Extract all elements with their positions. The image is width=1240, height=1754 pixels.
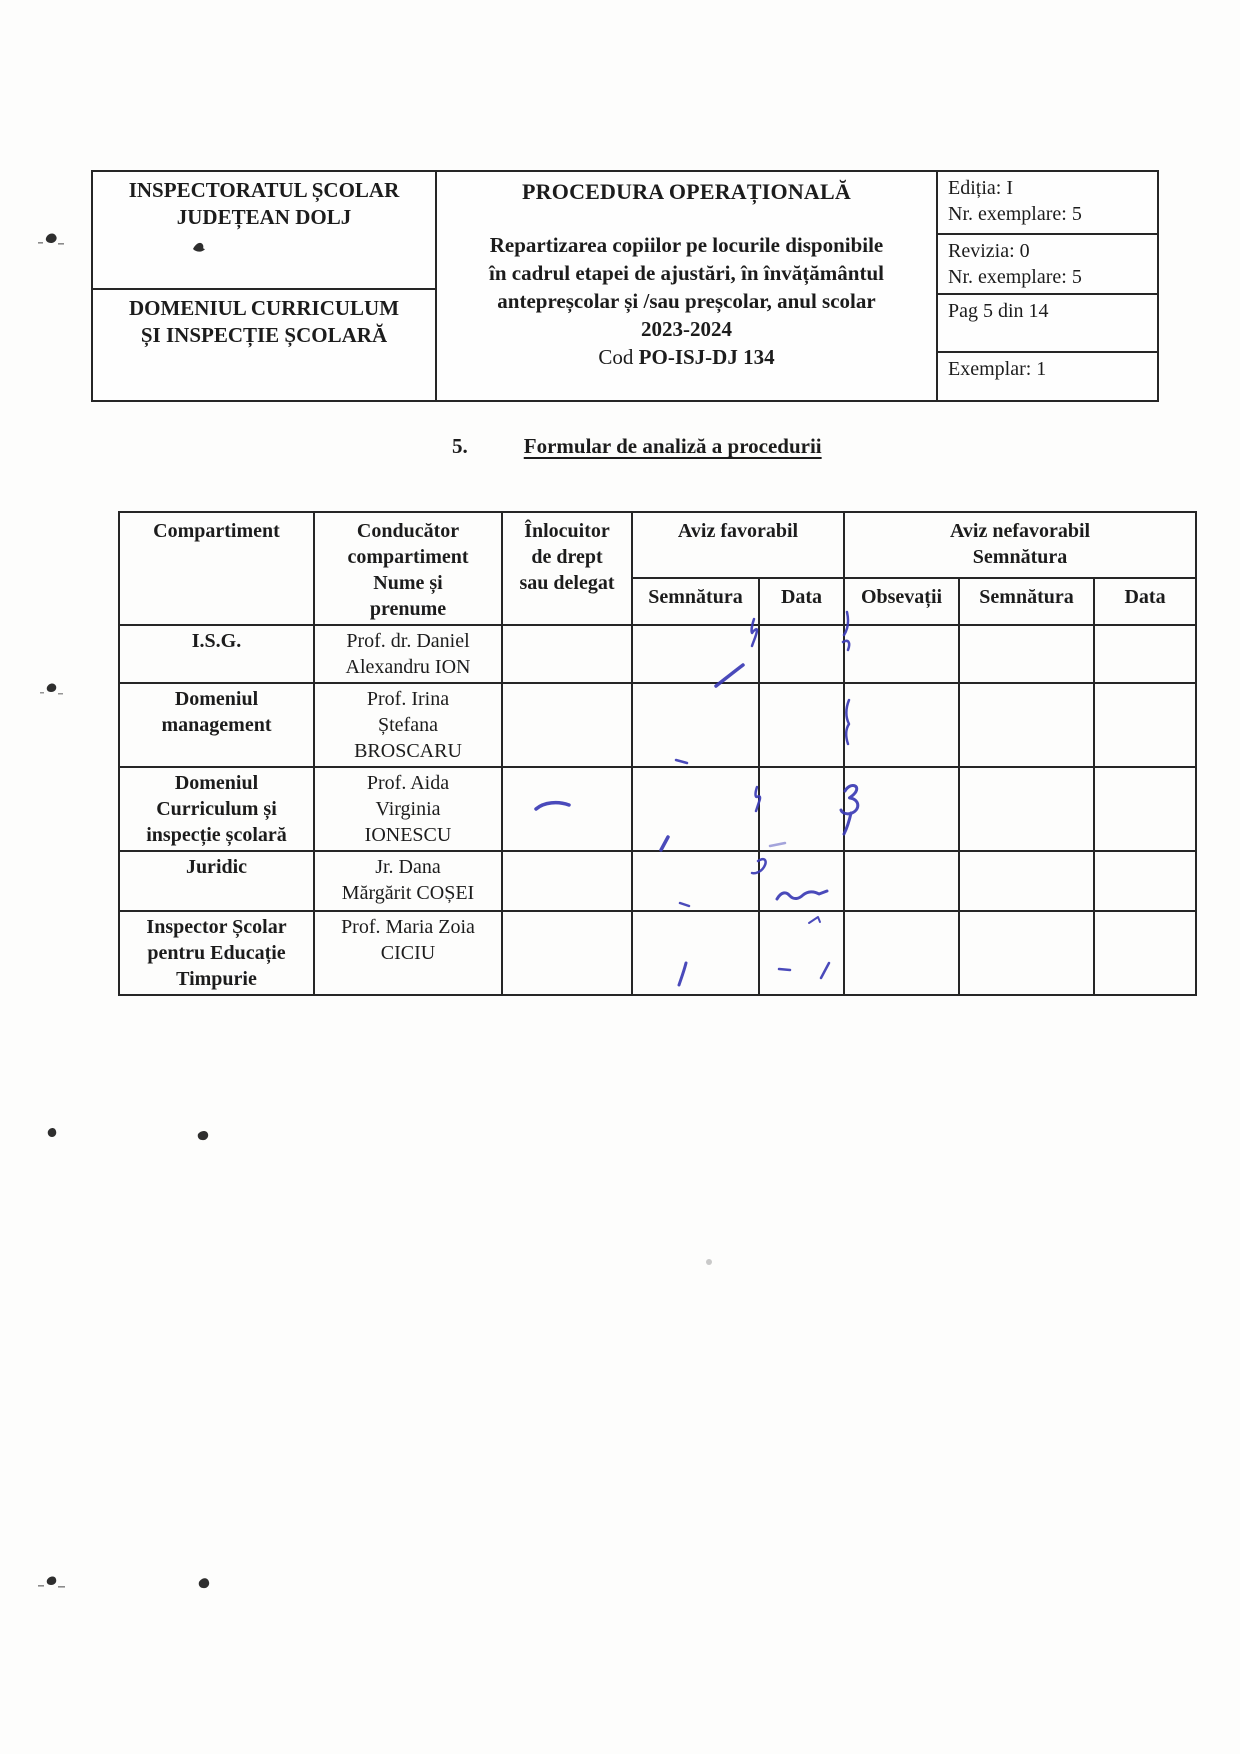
document-code: [437, 343, 936, 371]
table-row: [119, 767, 1196, 851]
document-title: Repartizarea copiilor pe locurile disponibile în cadrul etapei de ajustări, în învățământul antepreșcolar și /sau preșcolar, anul scolar 2023-2024: [489, 233, 884, 341]
cell-inlocuitor: [502, 911, 632, 995]
cell-inlocuitor: [502, 625, 632, 683]
cell-compartiment: Domeniul management: [119, 683, 314, 767]
revision-cell: [938, 235, 1157, 295]
cell-data-nefavorabil: [1094, 683, 1196, 767]
cell-compartiment: I.S.G.: [119, 625, 314, 683]
revision-value: Revizia: 0: [948, 240, 1030, 262]
cell-data-favorabil: [759, 767, 844, 851]
table-row: [119, 683, 1196, 767]
scan-speck: [47, 1576, 57, 1585]
edition-value: Ediția: I: [948, 177, 1013, 199]
scan-speck: [47, 683, 57, 692]
revision-copies: Nr. exemplare: 5: [948, 266, 1082, 288]
document-code-label: Cod: [598, 345, 639, 369]
scan-speck: [58, 693, 63, 695]
cell-conducator: Prof. Aida Virginia IONESCU: [314, 767, 502, 851]
cell-semnatura-nefavorabil: [959, 767, 1094, 851]
col-header-compartiment: Compartiment: [119, 512, 314, 625]
header-left-column: [93, 172, 437, 400]
cell-semnatura-nefavorabil: [959, 683, 1094, 767]
cell-obsevatii: [844, 683, 959, 767]
cell-semnatura-nefavorabil: [959, 625, 1094, 683]
cell-compartiment: Inspector Școlar pentru Educație Timpurie: [119, 911, 314, 995]
department-name: DOMENIUL CURRICULUM ȘI INSPECȚIE ȘCOLARĂ: [128, 296, 400, 347]
cell-semnatura-nefavorabil: [959, 911, 1094, 995]
scan-speck: [199, 1578, 209, 1588]
scan-speck: [38, 1585, 44, 1587]
cell-data-nefavorabil: [1094, 625, 1196, 683]
cell-conducator: Prof. dr. Daniel Alexandru ION: [314, 625, 502, 683]
col-header-semnatura-nefavorabil: Semnătura: [959, 578, 1094, 625]
header-middle-column: [437, 172, 938, 400]
page-number-cell: [938, 295, 1157, 353]
header-right-column: [938, 172, 1157, 400]
cell-conducator: Prof. Irina Ștefana BROSCARU: [314, 683, 502, 767]
cell-semnatura-nefavorabil: [959, 851, 1094, 911]
col-header-data-favorabil: Data: [759, 578, 844, 625]
cell-obsevatii: [844, 911, 959, 995]
cell-data-nefavorabil: [1094, 767, 1196, 851]
col-header-inlocuitor: Înlocuitor de drept sau delegat: [502, 512, 632, 625]
scan-speck: [48, 1128, 57, 1137]
cell-obsevatii: [844, 767, 959, 851]
organization-name: INSPECTORATUL ȘCOLAR JUDEȚEAN DOLJ: [128, 178, 400, 229]
document-header-table: [91, 170, 1159, 402]
col-header-conducator: Conducător compartiment Nume și prenume: [314, 512, 502, 625]
exemplar-cell: [938, 353, 1157, 400]
department-cell: [93, 290, 435, 400]
cell-inlocuitor: [502, 767, 632, 851]
scan-speck: [58, 243, 64, 245]
organization-cell: [93, 172, 435, 290]
section-heading: [452, 434, 822, 459]
scan-speck: [46, 234, 57, 243]
scan-speck: [40, 692, 44, 694]
table-row: [119, 851, 1196, 911]
section-title: Formular de analiză a procedurii: [523, 434, 822, 458]
edition-copies: Nr. exemplare: 5: [948, 203, 1082, 225]
page-number: Pag 5 din 14: [948, 300, 1049, 322]
exemplar-value: Exemplar: 1: [948, 358, 1047, 380]
cell-data-favorabil: [759, 851, 844, 911]
col-header-obsevatii: Obsevații: [844, 578, 959, 625]
cell-semnatura-favorabil: [632, 683, 759, 767]
edition-cell: [938, 172, 1157, 235]
cell-semnatura-favorabil: [632, 911, 759, 995]
cell-compartiment: Domeniul Curriculum și inspecție școlară: [119, 767, 314, 851]
cell-conducator: Jr. Dana Mărgărit COȘEI: [314, 851, 502, 911]
cell-conducator: Prof. Maria Zoia CICIU: [314, 911, 502, 995]
cell-compartiment: Juridic: [119, 851, 314, 911]
section-number: 5.: [452, 434, 468, 458]
scan-speck: [198, 1131, 208, 1140]
document-code-value: PO-ISJ-DJ 134: [638, 345, 775, 369]
document-type: PROCEDURA OPERAȚIONALĂ: [522, 179, 851, 204]
col-header-data-nefavorabil: Data: [1094, 578, 1196, 625]
table-row: [119, 625, 1196, 683]
cell-semnatura-favorabil: [632, 851, 759, 911]
cell-data-favorabil: [759, 683, 844, 767]
cell-semnatura-favorabil: [632, 767, 759, 851]
cell-inlocuitor: [502, 851, 632, 911]
procedure-analysis-table: [118, 511, 1197, 996]
col-header-aviz-nefavorabil: Aviz nefavorabil Semnătura: [844, 512, 1196, 578]
cell-obsevatii: [844, 625, 959, 683]
scan-speck: [58, 1586, 65, 1588]
col-header-semnatura-favorabil: Semnătura: [632, 578, 759, 625]
table-row: [119, 911, 1196, 995]
cell-data-favorabil: [759, 625, 844, 683]
cell-data-nefavorabil: [1094, 911, 1196, 995]
scan-speck: [706, 1259, 712, 1265]
col-header-aviz-favorabil: Aviz favorabil: [632, 512, 844, 578]
cell-obsevatii: [844, 851, 959, 911]
cell-data-favorabil: [759, 911, 844, 995]
cell-inlocuitor: [502, 683, 632, 767]
cell-semnatura-favorabil: [632, 625, 759, 683]
scan-speck: [38, 242, 43, 244]
cell-data-nefavorabil: [1094, 851, 1196, 911]
